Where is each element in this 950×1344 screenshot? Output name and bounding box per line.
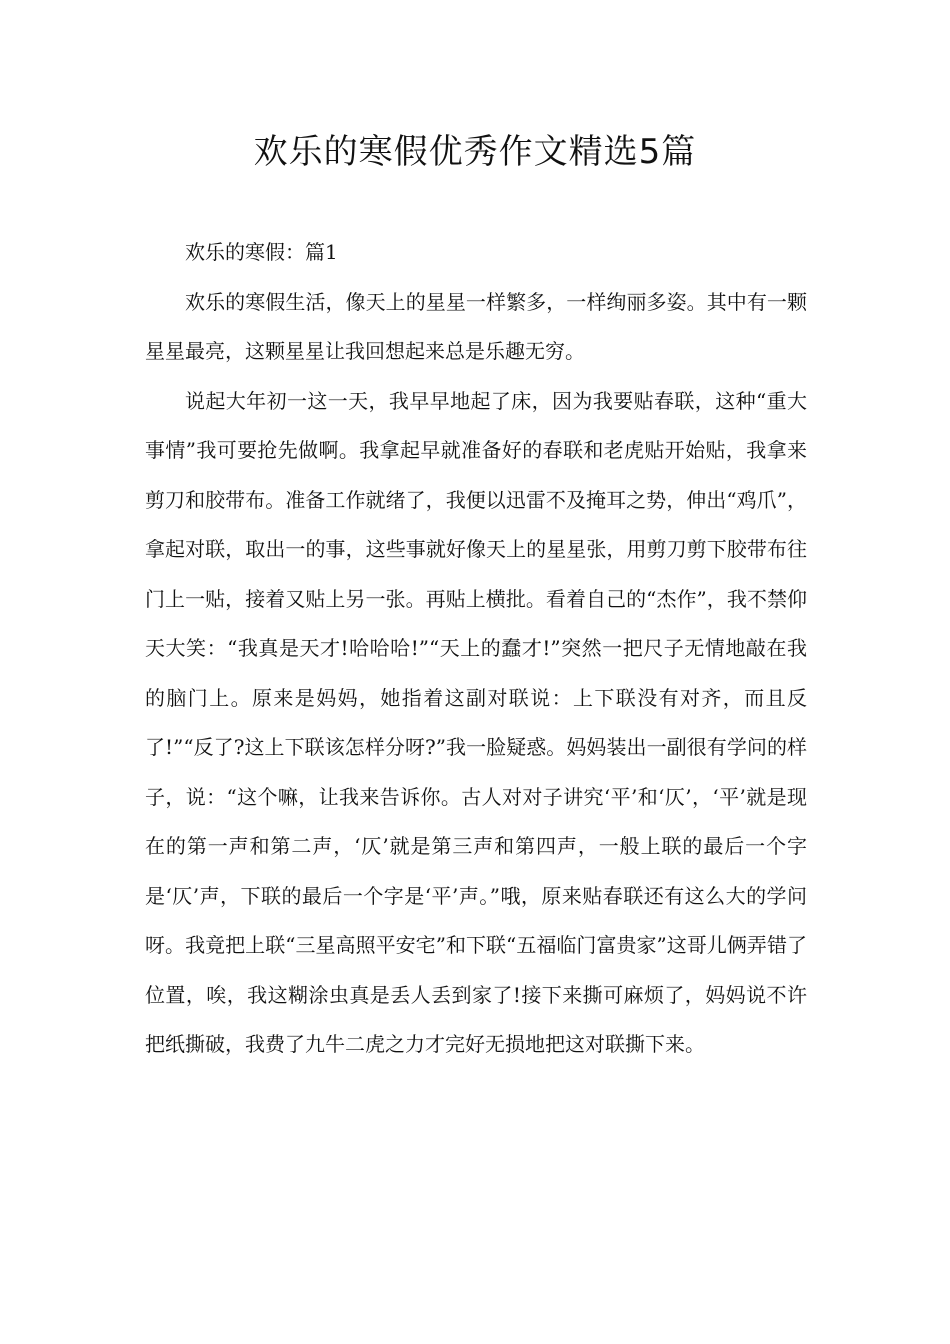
paragraph: 欢乐的寒假生活，像天上的星星一样繁多，一样绚丽多姿。其中有一颗星星最亮，这颗星星让我回想起来总是乐趣无穷。 bbox=[145, 289, 807, 363]
document-body bbox=[145, 228, 807, 1070]
document-title: 欢乐的寒假优秀作文精选5篇 bbox=[253, 132, 697, 172]
section-heading: 欢乐的寒假：篇1 bbox=[185, 240, 338, 264]
paragraph: 说起大年初一这一天，我早早地起了床，因为我要贴春联，这种“重大事情”我可要抢先做啊。我拿起早就准备好的春联和老虎贴开始贴，我拿来剪刀和胶带布。准备工作就绪了，我便以迅雷不及掩耳之势，伸出“鸡爪”，拿起对联，取出一的事，这些事就好像天上的星星张，用剪刀剪下胶带布往门上一贴，接着又贴上另一张。再贴上横批。看着自己的“杰作”，我不禁仰天大笑：“我真是天才!哈哈哈!”“天上的蠢才!”突然一把尺子无情地敲在我的脑门上。原来是妈妈，她指着这副对联说：上下联没有对齐，而且反了!”“反了?这上下联该怎样分呀?”我一脸疑惑。妈妈装出一副很有学问的样子，说：“这个嘛，让我来告诉你。古人对对子讲究‘平’和‘仄’，‘平’就是现在的第一声和第二声，‘仄’就是第三声和第四声，一般上联的最后一个字是‘仄’声，下联的最后一个字是‘平’声。”哦，原来贴春联还有这么大的学问呀。我竟把上联“三星高照平安宅”和下联“五福临门富贵家”这哥儿俩弄错了位置，唉，我这糊涂虫真是丢人丢到家了!接下来撕可麻烦了，妈妈说不许把纸撕破，我费了九牛二虎之力才完好无损地把这对联撕下来。 bbox=[145, 388, 807, 1056]
